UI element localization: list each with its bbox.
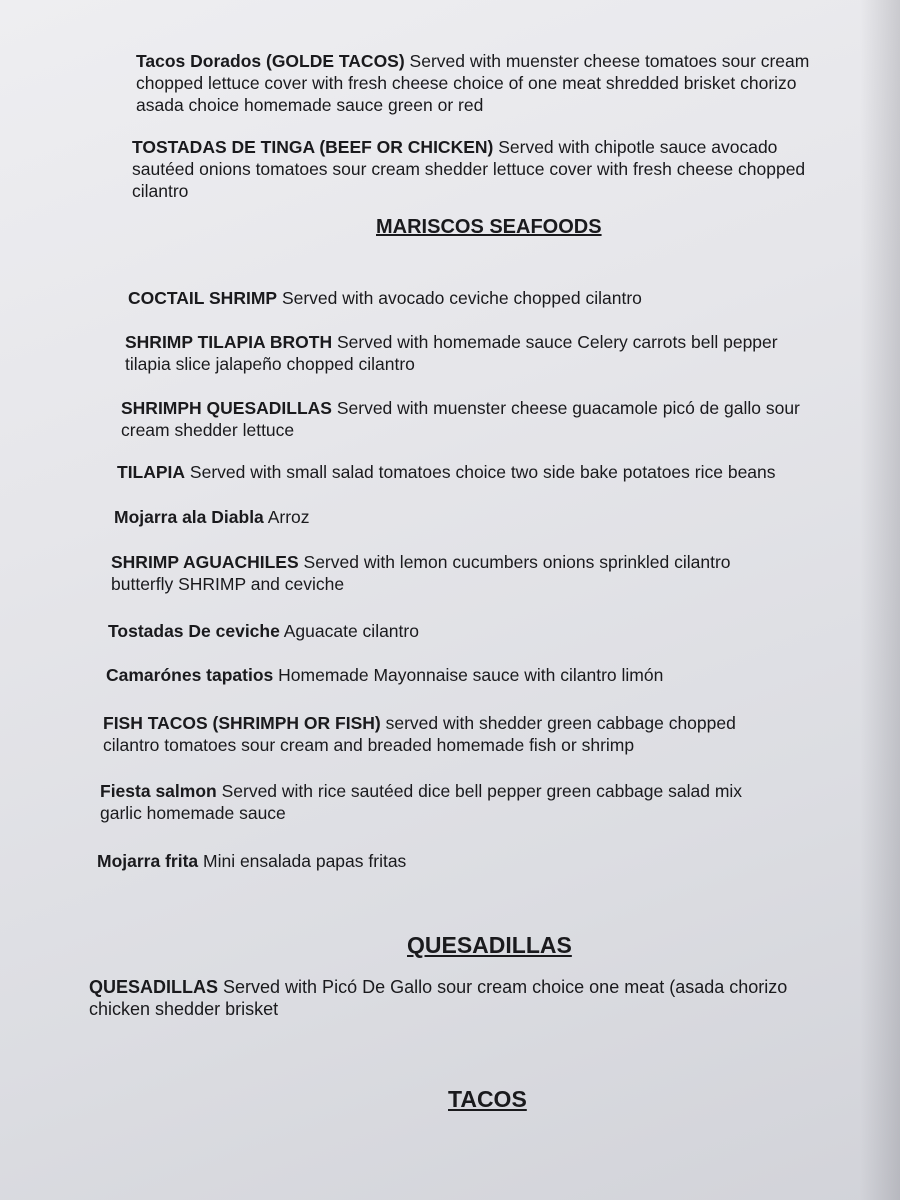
menu-item — [128, 287, 642, 309]
menu-item-name: TILAPIA — [117, 462, 186, 482]
menu-item-description: cilantro — [132, 181, 189, 201]
menu-item — [117, 461, 776, 483]
menu-item-quesadillas — [89, 976, 787, 1020]
menu-item — [111, 551, 731, 595]
menu-item-description: Served with lemon cucumbers onions sprinkled cilantro — [298, 552, 731, 572]
menu-item-name: Tostadas De ceviche — [108, 621, 280, 641]
menu-item — [121, 397, 800, 441]
menu-item — [103, 712, 736, 756]
menu-item — [97, 850, 406, 872]
menu-item-tostadas-de-tinga — [132, 136, 805, 202]
page-edge-shadow — [860, 0, 900, 1200]
menu-item-name: SHRIMP AGUACHILES — [111, 552, 299, 572]
menu-item-name: Tacos Dorados (GOLDE TACOS) — [136, 51, 405, 71]
menu-item-name: Mojarra frita — [97, 851, 199, 871]
menu-item-description: Served with Picó De Gallo sour cream choice one meat (asada chorizo — [218, 977, 788, 997]
section-heading-mariscos: MARISCOS SEAFOODS — [376, 216, 602, 238]
section-heading-tacos: TACOS — [448, 1086, 527, 1112]
menu-item-name: Fiesta salmon — [100, 781, 217, 801]
menu-item-description: Served with avocado ceviche chopped cilantro — [277, 288, 642, 308]
menu-item — [108, 620, 419, 642]
menu-item-description: Arroz — [263, 507, 310, 527]
menu-item — [114, 506, 310, 528]
menu-item-description: Served with muenster cheese tomatoes sour cream — [404, 51, 810, 71]
menu-item-description: cilantro tomatoes sour cream and breaded homemade fish or shrimp — [103, 735, 635, 755]
menu-item-description: served with shedder green cabbage chopped — [380, 713, 736, 733]
menu-item-description: Served with rice sautéed dice bell pepper green cabbage salad mix — [216, 781, 743, 801]
menu-item — [100, 780, 742, 824]
menu-item-description: Served with chipotle sauce avocado — [493, 137, 778, 157]
section-heading-quesadillas: QUESADILLAS — [407, 932, 572, 958]
menu-item-description: sautéed onions tomatoes sour cream shedder lettuce cover with fresh cheese chopped — [132, 159, 806, 179]
menu-item-name: COCTAIL SHRIMP — [128, 288, 278, 308]
menu-item-description: chopped lettuce cover with fresh cheese choice of one meat shredded brisket chorizo — [136, 73, 797, 93]
menu-item — [106, 664, 663, 686]
menu-item-description: tilapia slice jalapeño chopped cilantro — [125, 354, 415, 374]
menu-item-name: Mojarra ala Diabla — [114, 507, 264, 527]
menu-item-description: chicken shedder brisket — [89, 999, 279, 1019]
menu-item-description: asada choice homemade sauce green or red — [136, 95, 484, 115]
menu-item-description: cream shedder lettuce — [121, 420, 295, 440]
menu-item-description: Served with homemade sauce Celery carrots bell pepper — [332, 332, 778, 352]
menu-item — [125, 331, 778, 375]
menu-item-description: garlic homemade sauce — [100, 803, 286, 823]
menu-item-description: Served with muenster cheese guacamole picó de gallo sour — [331, 398, 800, 418]
menu-item-tacos-dorados — [136, 50, 809, 116]
menu-item-name: FISH TACOS (SHRIMPH OR FISH) — [103, 713, 381, 733]
menu-item-name: SHRIMPH QUESADILLAS — [121, 398, 332, 418]
menu-item-description: Aguacate cilantro — [279, 621, 419, 641]
menu-item-description: butterfly SHRIMP and ceviche — [111, 574, 345, 594]
menu-item-description: Mini ensalada papas fritas — [198, 851, 407, 871]
menu-item-name: Camarónes tapatios — [106, 665, 274, 685]
menu-item-name: SHRIMP TILAPIA BROTH — [125, 332, 333, 352]
menu-item-name: QUESADILLAS — [89, 977, 219, 997]
menu-item-description: Served with small salad tomatoes choice two side bake potatoes rice beans — [185, 462, 776, 482]
menu-item-description: Homemade Mayonnaise sauce with cilantro limón — [273, 665, 664, 685]
menu-item-name: TOSTADAS DE TINGA (BEEF OR CHICKEN) — [132, 137, 494, 157]
